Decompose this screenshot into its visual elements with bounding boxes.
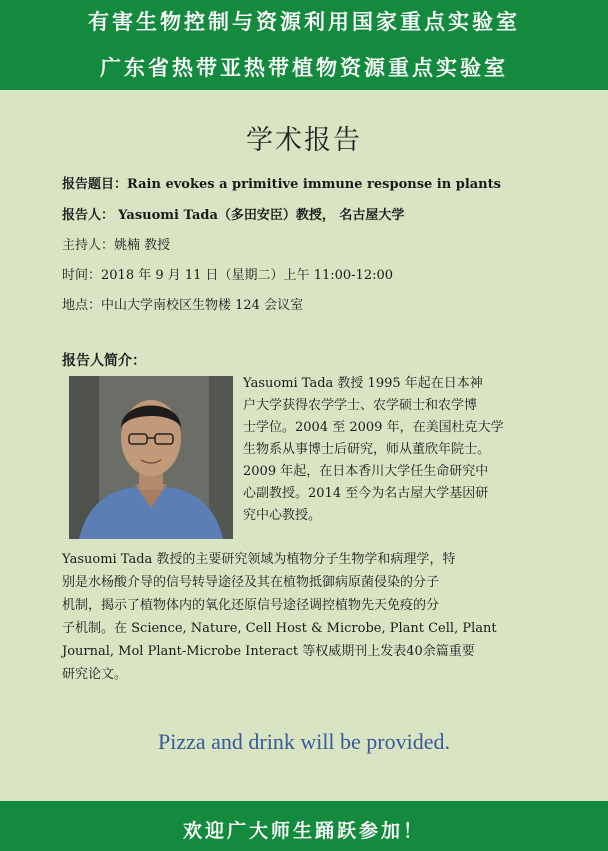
topic-label: 报告题目： xyxy=(62,177,128,192)
speaker-label: 报告人： xyxy=(62,208,115,223)
bio2-line: 子机制。在 Science, Nature, Cell Host & Microbe, Plant Cell, Plant xyxy=(62,621,497,636)
bio2-line: 研究论文。 xyxy=(62,667,128,682)
time-row: 时间：2018 年 9 月 11 日（星期二）上午 11:00-12:00 xyxy=(62,268,394,283)
bio1-line: 生物系从事博士后研究，师从董欣年院士。 xyxy=(243,442,491,457)
bio2-line: Yasuomi Tada 教授的主要研究领域为植物分子生物学和病理学，特 xyxy=(62,552,456,567)
bio1-line: 2009 年起，在日本香川大学任生命研究中 xyxy=(243,464,489,479)
bio1-line: 士学位。2004 至 2009 年，在美国杜克大学 xyxy=(243,420,504,435)
speaker-row xyxy=(62,204,404,223)
bio1-line: 究中心教授。 xyxy=(243,508,322,523)
speaker-value: Yasuomi Tada（多田安臣）教授， 名古屋大学 xyxy=(118,208,405,223)
bio-paragraph-1 xyxy=(243,373,559,527)
footer-text: 欢迎广大师生踊跃参加！ xyxy=(182,820,425,842)
bio1-line: 心副教授。2014 至今为名古屋大学基因研 xyxy=(243,486,489,501)
header-line-2: 广东省热带亚热带植物资源重点实验室 xyxy=(100,55,508,80)
speaker-portrait-image xyxy=(69,376,233,539)
speaker-photo xyxy=(69,376,233,539)
header-line-1: 有害生物控制与资源利用国家重点实验室 xyxy=(88,9,520,34)
page-title: 学术报告 xyxy=(246,125,362,156)
pizza-note: Pizza and drink will be provided. xyxy=(157,729,451,754)
bio2-line: 别是水杨酸介导的信号转导途径及其在植物抵御病原菌侵染的分子 xyxy=(62,575,440,590)
topic-row xyxy=(62,173,501,192)
bio-heading: 报告人简介： xyxy=(62,353,146,369)
topic-value: Rain evokes a primitive immune response in plants xyxy=(127,177,501,192)
footer-banner xyxy=(0,801,608,851)
bio-paragraph-2 xyxy=(62,548,552,686)
bio2-line: Journal, Mol Plant-Microbe Interact 等权威期刊上发表40余篇重要 xyxy=(62,644,475,659)
location-row: 地点：中山大学南校区生物楼 124 会议室 xyxy=(62,298,304,313)
bio2-line: 机制，揭示了植物体内的氧化还原信号途径调控植物先天免疫的分 xyxy=(62,598,440,613)
bio1-line: 户大学获得农学学士、农学硕士和农学博 xyxy=(243,398,478,413)
host-row: 主持人：姚楠 教授 xyxy=(62,238,171,253)
bio1-line: Yasuomi Tada 教授 1995 年起在日本神 xyxy=(243,376,483,391)
header-banner xyxy=(0,0,608,90)
